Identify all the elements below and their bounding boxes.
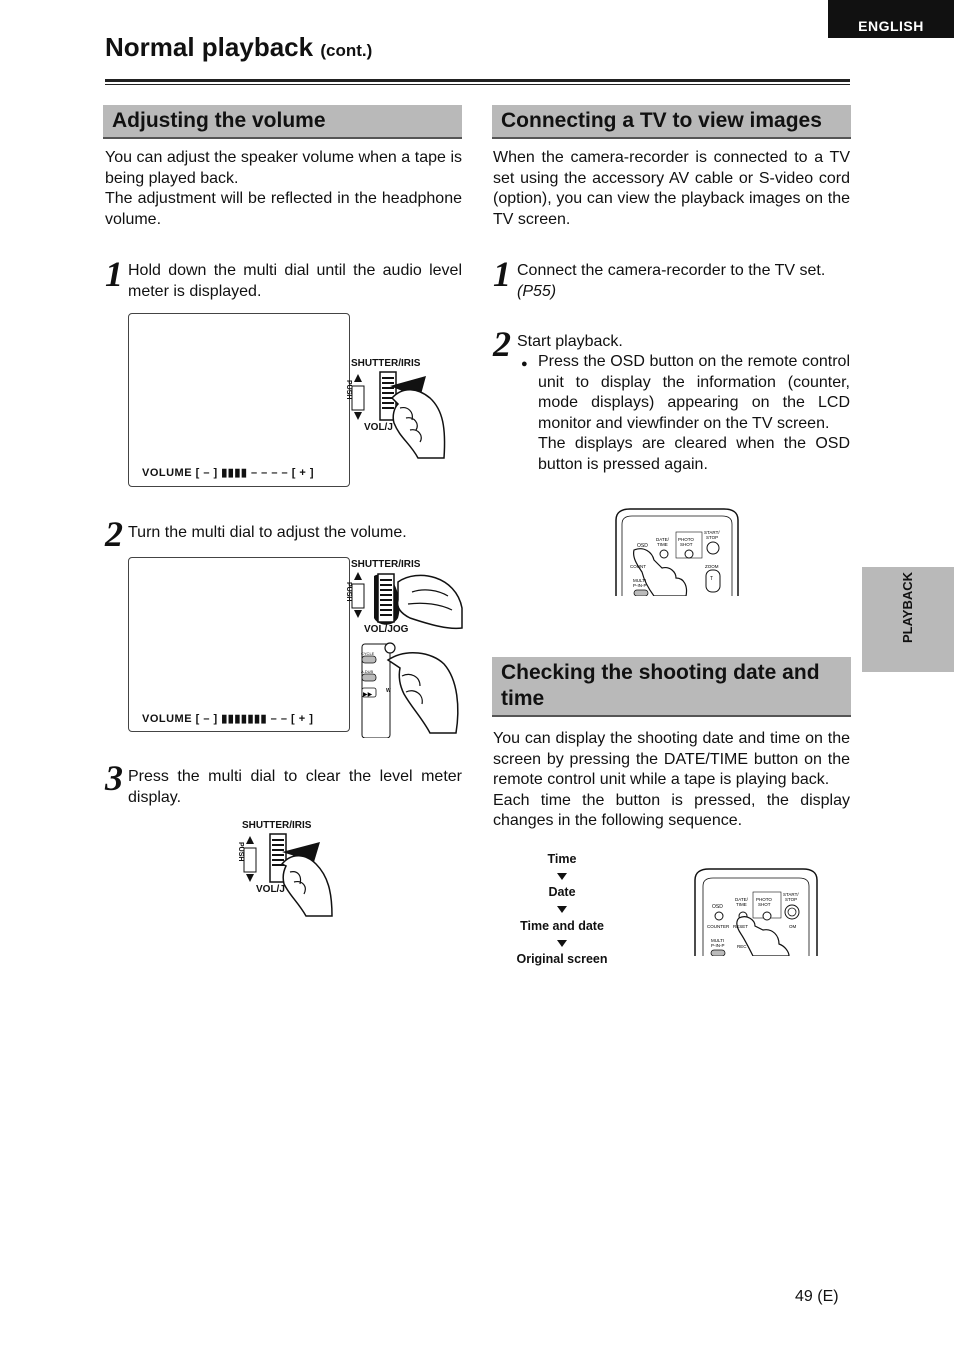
volume-intro-line1: You can adjust the speaker volume when a tape is being played back. bbox=[105, 149, 462, 187]
sequence-item: Date bbox=[548, 885, 576, 899]
svg-text:PHOTO: PHOTO bbox=[756, 897, 772, 902]
sequence-item: Original screen bbox=[516, 952, 608, 966]
bullet-icon: ● bbox=[521, 358, 528, 370]
svg-text:MULTI: MULTI bbox=[711, 938, 725, 943]
title-rule bbox=[105, 79, 850, 82]
svg-text:SHOT: SHOT bbox=[758, 902, 771, 907]
tv-bullet-line1: Press the OSD button on the remote control unit to display the information (counter, mode displays) appearing on the LCD monitor and viewfinder on the TV screen. bbox=[538, 353, 850, 432]
svg-text:TIME: TIME bbox=[736, 902, 747, 907]
volume-step2-text: Turn the multi dial to adjust the volume. bbox=[128, 524, 407, 541]
svg-text:PHOTO: PHOTO bbox=[678, 537, 694, 542]
remote-control-osd-illustration bbox=[614, 508, 740, 596]
language-tab bbox=[828, 0, 954, 38]
svg-text:COUNT: COUNT bbox=[630, 564, 646, 569]
side-tab-label: PLAYBACK bbox=[900, 571, 915, 644]
page-title bbox=[105, 32, 372, 63]
svg-text:ZOOM: ZOOM bbox=[705, 564, 719, 569]
multi-dial-hand-illustration bbox=[348, 368, 458, 463]
svg-text:MULTI: MULTI bbox=[633, 578, 647, 583]
svg-text:T: T bbox=[710, 576, 714, 582]
side-tab bbox=[862, 567, 954, 672]
multi-dial-press-illustration bbox=[240, 830, 350, 920]
tv-bullet-text bbox=[538, 352, 850, 475]
vol-jog-label: VOL/JOG bbox=[364, 624, 409, 635]
shutter-iris-label: SHUTTER/IRIS bbox=[351, 358, 421, 369]
step-number: 3 bbox=[105, 758, 123, 798]
down-arrow-icon bbox=[557, 906, 567, 913]
title-text: Normal playback bbox=[105, 32, 314, 62]
svg-text:P-IN-P: P-IN-P bbox=[711, 943, 725, 948]
volume-intro-line2: The adjustment will be reflected in the headphone volume. bbox=[105, 190, 462, 228]
down-arrow-icon bbox=[557, 873, 567, 880]
section-heading-date: Checking the shooting date and time bbox=[492, 657, 851, 717]
svg-text:START/: START/ bbox=[783, 892, 799, 897]
section-heading-tv: Connecting a TV to view images bbox=[492, 105, 851, 139]
lcd-screen-illustration bbox=[128, 557, 350, 732]
tv-step1 bbox=[517, 261, 850, 302]
vol-jog-label: VOL/J bbox=[256, 884, 285, 895]
sequence-item: Time and date bbox=[520, 919, 604, 933]
step-number: 1 bbox=[105, 254, 123, 294]
date-paragraph bbox=[493, 729, 850, 832]
title-rule-thin bbox=[105, 84, 850, 85]
volume-step1-text: Hold down the multi dial until the audio level meter is displayed. bbox=[128, 262, 462, 300]
svg-text:STOP: STOP bbox=[785, 897, 798, 902]
volume-step3-text: Press the multi dial to clear the level meter display. bbox=[128, 768, 462, 806]
volume-meter-text: VOLUME [ – ] ▮▮▮▮▮▮▮ – – [ + ] bbox=[142, 713, 314, 725]
shutter-iris-label: SHUTTER/IRIS bbox=[351, 559, 421, 570]
svg-text:OM: OM bbox=[789, 924, 797, 929]
step-number: 2 bbox=[493, 324, 511, 364]
push-label: PUSH bbox=[345, 582, 352, 602]
svg-text:P-IN-P: P-IN-P bbox=[633, 583, 647, 588]
svg-text:▶▶: ▶▶ bbox=[363, 692, 373, 698]
adub-button-label: A.DUB bbox=[361, 669, 374, 674]
shutter-iris-label: SHUTTER/IRIS bbox=[242, 820, 312, 831]
title-suffix: (cont.) bbox=[320, 41, 373, 60]
svg-text:SHOT: SHOT bbox=[680, 542, 693, 547]
date-para1: You can display the shooting date and time on the screen by pressing the DATE/TIME button on the remote control unit while a tape is playing back. bbox=[493, 730, 850, 788]
section-heading-volume: Adjusting the volume bbox=[103, 105, 462, 139]
tv-step2-text: Start playback. bbox=[517, 333, 623, 350]
date-para2: Each time the button is pressed, the display changes in the following sequence. bbox=[493, 791, 850, 829]
svg-text:COUNTER: COUNTER bbox=[707, 924, 730, 929]
page-reference: (P55) bbox=[517, 282, 557, 300]
volume-meter-text: VOLUME [ – ] ▮▮▮▮ – – – – [ + ] bbox=[142, 467, 315, 479]
push-label: PUSH bbox=[237, 842, 244, 862]
page-number: 49 (E) bbox=[795, 1288, 839, 1305]
down-arrow-icon bbox=[557, 940, 567, 947]
volume-intro bbox=[105, 148, 462, 230]
step-number: 2 bbox=[105, 514, 123, 554]
sequence-item: Time bbox=[547, 852, 577, 866]
step-number: 1 bbox=[493, 254, 511, 294]
tv-intro: When the camera-recorder is connected to a TV set using the accessory AV cable or S-video cord (option), you can view the playback images on the TV screen. bbox=[493, 149, 850, 228]
svg-text:OSD: OSD bbox=[712, 904, 723, 910]
svg-text:OSD: OSD bbox=[637, 543, 648, 549]
svg-text:STOP: STOP bbox=[706, 535, 719, 540]
wide-button-label: W bbox=[386, 688, 391, 694]
svg-text:DATE/: DATE/ bbox=[656, 537, 669, 542]
cycle-button-label: CYCLE bbox=[361, 651, 375, 656]
svg-text:TIME: TIME bbox=[657, 542, 668, 547]
remote-control-datetime-illustration bbox=[693, 868, 819, 956]
svg-text:RESET: RESET bbox=[733, 924, 749, 929]
svg-text:DATE/: DATE/ bbox=[735, 897, 748, 902]
lcd-screen-illustration bbox=[128, 313, 350, 487]
svg-text:START/: START/ bbox=[704, 530, 720, 535]
tv-step1-text: Connect the camera-recorder to the TV set. bbox=[517, 262, 826, 279]
svg-text:REC: REC bbox=[737, 944, 747, 949]
push-label: PUSH bbox=[345, 380, 352, 400]
vol-jog-label: VOL/J bbox=[364, 422, 393, 433]
tv-bullet-line2: The displays are cleared when the OSD button is pressed again. bbox=[538, 435, 850, 473]
language-label: ENGLISH bbox=[858, 18, 924, 34]
